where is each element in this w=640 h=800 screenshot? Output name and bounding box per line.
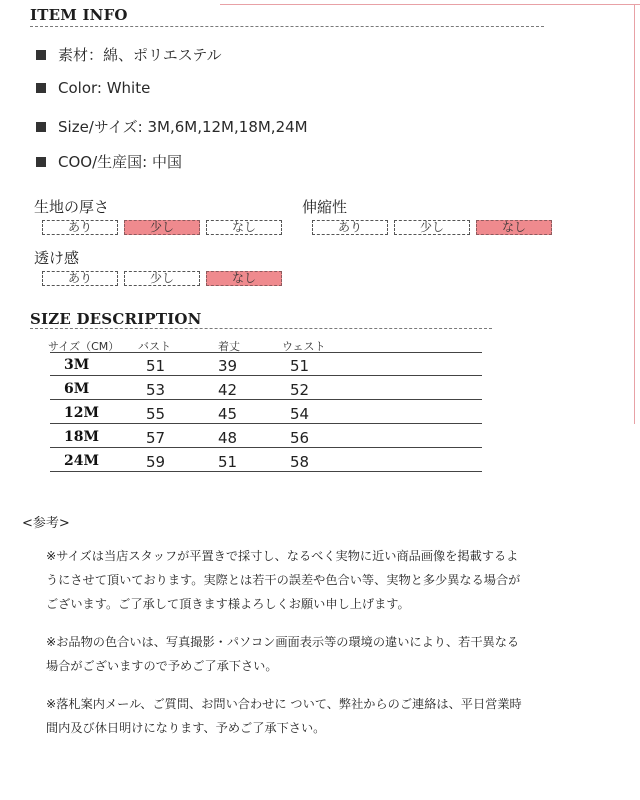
table-row-divider [50,423,482,424]
table-cell-bust: 57 [146,429,166,447]
bullet-square-icon [36,50,46,60]
stretch-label: 伸縮性 [302,198,348,216]
table-cell-waist: 54 [290,405,310,423]
info-row-text: Color: White [58,79,151,97]
table-row-divider [50,447,482,448]
sheer-label: 透け感 [34,249,80,267]
table-cell-length: 51 [218,453,238,471]
info-row-size [36,116,308,137]
table-row-divider [50,352,482,353]
size-description-divider [30,328,492,329]
thickness-option-nashi: なし [206,220,282,235]
table-cell-bust: 51 [146,357,166,375]
table-cell-waist: 56 [290,429,310,447]
item-info-divider [30,26,544,27]
note-line: うにさせて頂いております。実際とは若干の誤差や色合い等、実物と多少異なる場合が [46,573,521,587]
table-cell-size: 24M [64,453,99,469]
table-cell-length: 42 [218,381,238,399]
note-line: ございます。ご了承して頂きます様よろしくお願い申し上げます。 [46,597,410,611]
table-cell-length: 45 [218,405,238,423]
stretch-option-sukoshi: 少し [394,220,470,235]
header-length: 着丈 [218,340,240,353]
table-cell-length: 48 [218,429,238,447]
thickness-option-sukoshi: 少し [124,220,200,235]
info-row-coo [36,151,182,172]
info-row-color [36,79,150,97]
bullet-square-icon [36,83,46,93]
item-info-title: ITEM INFO [30,6,128,24]
table-cell-length: 39 [218,357,238,375]
table-cell-bust: 59 [146,453,166,471]
info-row-text: 素材：綿、ポリエステル [58,46,222,64]
table-cell-waist: 52 [290,381,310,399]
table-cell-waist: 51 [290,357,310,375]
note-line: ※お品物の色合いは、写真撮影・パソコン画面表示等の環境の違いにより、若干異なる [46,635,520,649]
bullet-square-icon [36,122,46,132]
info-row-text: Size/サイズ: 3M,6M,12M,18M,24M [58,118,308,136]
stretch-option-nashi: なし [476,220,552,235]
header-size: サイズ（CM） [48,340,120,353]
table-cell-bust: 55 [146,405,166,423]
decorative-frame-right [634,4,635,424]
thickness-label: 生地の厚さ [34,198,110,216]
header-bust: バスト [138,340,171,353]
reference-title: <参考> [22,516,70,531]
info-row-text: COO/生産国: 中国 [58,153,182,171]
table-cell-waist: 58 [290,453,310,471]
table-row-divider [50,471,482,472]
thickness-option-ari: あり [42,220,118,235]
table-cell-size: 18M [64,429,99,445]
note-line: 間内及び休日明けになります、予めご了承下さい。 [46,721,326,735]
sheer-option-ari: あり [42,271,118,286]
info-row-material [36,44,222,65]
size-description-title: SIZE DESCRIPTION [30,310,202,328]
bullet-square-icon [36,157,46,167]
table-row-divider [50,375,482,376]
note-line: ※落札案内メール、ご質問、お問い合わせに ついて、弊社からのご連絡は、平日営業時 [46,697,522,711]
sheer-option-nashi: なし [206,271,282,286]
table-cell-bust: 53 [146,381,166,399]
note-line: ※サイズは当店スタッフが平置きで採寸し、なるべく実物に近い商品画像を掲載するよ [46,549,519,563]
sheer-option-sukoshi: 少し [124,271,200,286]
table-row-divider [50,399,482,400]
table-cell-size: 12M [64,405,99,421]
table-cell-size: 6M [64,381,90,397]
note-line: 場合がございますので予めご了承下さい。 [46,659,278,673]
table-cell-size: 3M [64,357,90,373]
decorative-frame-top [220,4,640,5]
stretch-option-ari: あり [312,220,388,235]
header-waist: ウェスト [282,340,326,353]
